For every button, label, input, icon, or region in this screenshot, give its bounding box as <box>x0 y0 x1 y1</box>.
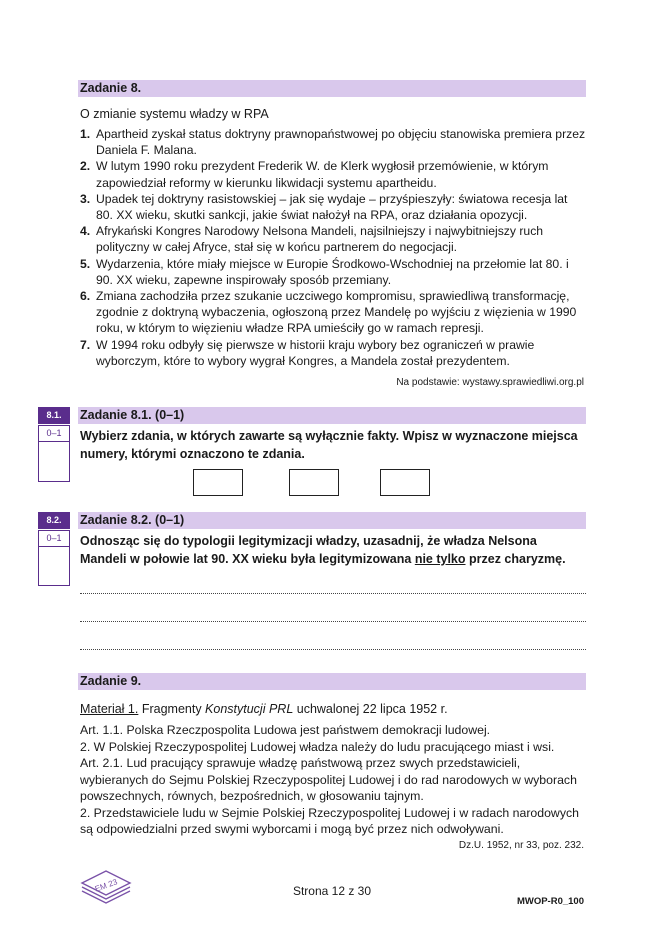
task-8-source: Na podstawie: wystawy.sprawiedliwi.org.pl <box>396 377 584 388</box>
answer-box-2[interactable] <box>289 469 339 496</box>
answer-box-1[interactable] <box>193 469 243 496</box>
list-item: 7. W 1994 roku odbyły się pierwsze w historii kraju wybory bez ograniczeń w prawie wyborczym, które to wybory wygrał Kongres, a Mandela został prezydentem. <box>80 337 535 368</box>
task-8-intro: O zmianie systemu władzy w RPA <box>80 107 269 121</box>
task-8-1-badge: 8.1. <box>38 407 70 424</box>
article-paragraph: 2. W Polskiej Rzeczypospolitej Ludowej władza należy do ludu pracującego miast i wsi. <box>80 739 555 754</box>
list-item: 6. Zmiana zachodziła przez szukanie uczciwego kompromisu, sprawiedliwą transformację, zgodnie z doktryną wybaczenia, ogłoszoną przez Mandelę po wyjściu z więzienia w 1990 roku, w którym to więzieniu władze RPA umieściły go w ramach represji. <box>80 289 577 336</box>
task-9-articles <box>80 722 586 838</box>
task-8-1-instruction: Wybierz zdania, w których zawarte są wyłącznie fakty. Wpisz w wyznaczone miejsca numery, którymi oznaczono te zdania. <box>80 429 578 461</box>
answer-box-3[interactable] <box>380 469 430 496</box>
page-number: Strona 12 z 30 <box>292 884 372 898</box>
list-item: 5. Wydarzenia, które miały miejsce w Europie Środkowo-Wschodniej na przełomie lat 80. i 90. XX wieku, zapewne inspirowały sposób przemiany. <box>80 256 569 287</box>
task-8-header: Zadanie 8. <box>78 80 586 97</box>
list-item: 2. W lutym 1990 roku prezydent Frederik W. de Klerk wygłosił przemówienie, w którym zapowiedział reformy w kierunku likwidacji systemu apartheidu. <box>80 159 549 190</box>
task-9-header: Zadanie 9. <box>78 673 586 690</box>
exam-code: MWOP-R0_100 <box>516 896 584 907</box>
task-9-material-title: Materiał 1. Fragmenty Konstytucji PRL uchwalonej 22 lipca 1952 r. <box>80 702 448 716</box>
task-8-1-header: Zadanie 8.1. (0–1) <box>78 407 586 424</box>
task-8-points <box>80 126 586 369</box>
task-9-source: Dz.U. 1952, nr 33, poz. 232. <box>458 840 584 851</box>
article-paragraph: Art. 2.1. Lud pracujący sprawuje władzę państwową przez swych przedstawicieli, wybieranych do Sejmu Polskiej Rzeczypospolitej Ludowej i do rad narodowych w wyborach powszechnych, równych, bezpośrednich, w głosowaniu tajnym. <box>80 756 577 803</box>
answer-line-2[interactable] <box>80 620 586 622</box>
task-8-1-score-box <box>38 425 70 482</box>
article-paragraph: Art. 1.1. Polska Rzeczpospolita Ludowa jest państwem demokracji ludowej. <box>80 723 491 737</box>
list-item: 4. Afrykański Kongres Narodowy Nelsona Mandeli, najsilniejszy i najwybitniejszy ruch polityczny w całej Afryce, stał się w końcu partnerem do negocjacji. <box>80 224 544 255</box>
task-8-2-score-box <box>38 530 70 586</box>
task-8-1-score: 0–1 <box>39 426 69 442</box>
list-item: 3. Upadek tej doktryny rasistowskiej – jak się wydaje – przyśpieszyły: światowa recesja lat 80. XX wieku, skutki sankcji, jakie świat nałożył na RPA, oraz działania opozycji. <box>80 191 568 223</box>
task-8-2-header: Zadanie 8.2. (0–1) <box>78 512 586 529</box>
task-8-2-badge: 8.2. <box>38 512 70 529</box>
answer-line-3[interactable] <box>80 648 586 650</box>
answer-line-1[interactable] <box>80 592 586 594</box>
logo-text: EM 23 <box>93 877 119 894</box>
list-item: 1. Apartheid zyskał status doktryny prawnopaństwowej po objęciu stanowiska premiera przez Daniela F. Malana. <box>80 127 586 158</box>
task-8-2-score: 0–1 <box>39 531 69 547</box>
article-paragraph: 2. Przedstawiciele ludu w Sejmie Polskiej Rzeczypospolitej Ludowej i w radach narodowych są odpowiedzialni przed swymi wyborcami i mogą być przez nich odwoływani. <box>80 805 579 836</box>
task-8-2-instruction: Odnosząc się do typologii legitymizacji władzy, uzasadnij, że władza Nelsona Mandeli w połowie lat 90. XX wieku była legitymizowana nie tylko przez charyzmę. <box>80 534 566 566</box>
